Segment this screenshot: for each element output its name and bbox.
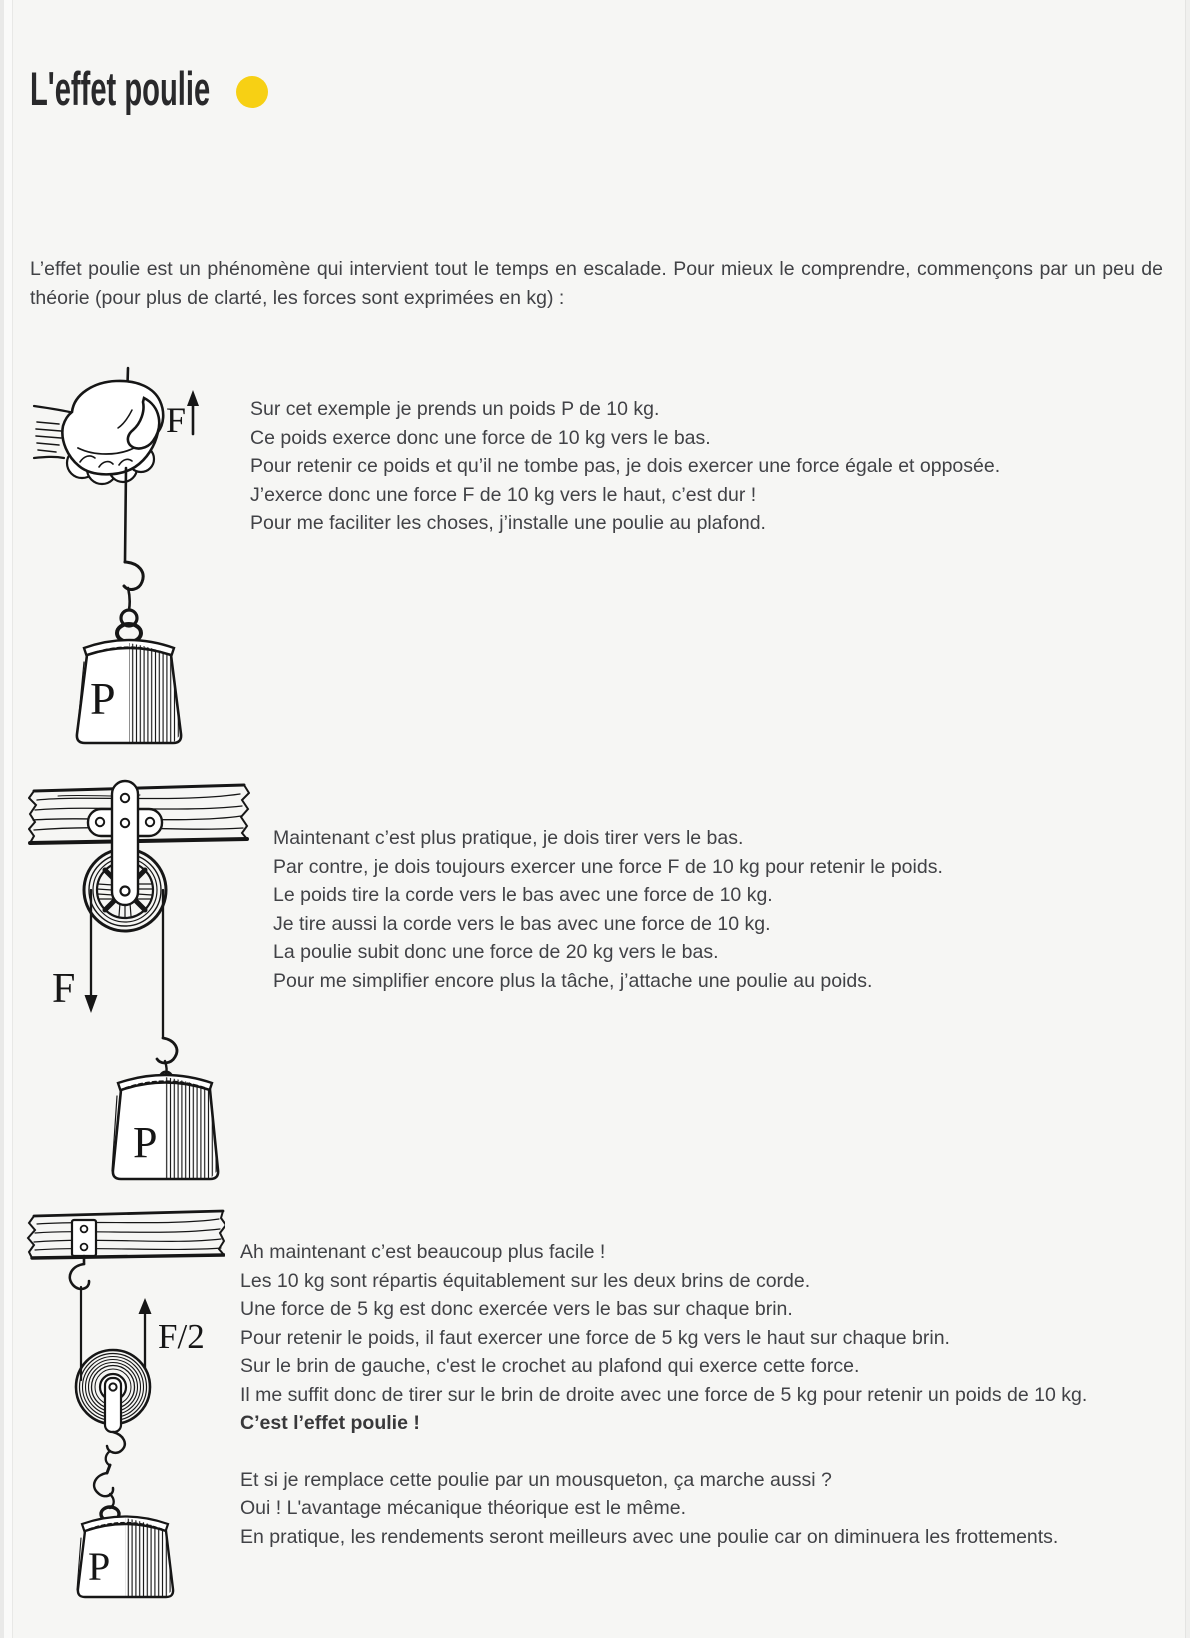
text-line: J’exerce donc une force F de 10 kg vers le haut, c’est dur !	[250, 483, 757, 506]
weight-p	[112, 1075, 218, 1179]
illustration-movable-pulley	[20, 1208, 225, 1600]
weight-label: P	[88, 1544, 111, 1589]
ceiling-hook-plate	[70, 1220, 96, 1289]
text-line: Le poids tire la corde vers le bas avec une force de 10 kg.	[273, 884, 773, 906]
page-title: L'effet poulie	[30, 62, 211, 115]
text-line: Les 10 kg sont répartis équitablement sur les deux brins de corde.	[240, 1269, 811, 1292]
weight-label: P	[90, 673, 116, 724]
text-line: La poulie subit donc une force de 20 kg vers le bas.	[273, 941, 719, 963]
rope	[125, 468, 126, 562]
followup-paragraph	[240, 1466, 1163, 1552]
text-line: Ah maintenant c’est beaucoup plus facile !	[240, 1241, 606, 1263]
force-label: F	[166, 400, 187, 440]
text-line: Ce poids exerce donc une force de 10 kg vers le bas.	[250, 426, 711, 449]
weight-label: P	[133, 1118, 158, 1167]
page-left-gutter	[4, 0, 13, 1638]
weight-p	[77, 1517, 173, 1598]
text-line: En pratique, les rendements seront meilleurs avec une poulie car on diminuera les frottements.	[240, 1525, 1059, 1548]
weight-p	[77, 640, 181, 743]
text-line: Oui ! L'avantage mécanique théorique est le même.	[240, 1497, 686, 1519]
rope-pull-strand	[139, 1298, 152, 1368]
text-line: Pour me simplifier encore plus la tâche, j’attache une poulie au poids.	[273, 969, 873, 992]
force-label: F/2	[158, 1317, 205, 1356]
up-arrow-icon	[187, 390, 199, 434]
section-1-text	[250, 395, 1163, 538]
hook	[117, 562, 143, 642]
text-line: Je tire aussi la corde vers le bas avec une force de 10 kg.	[273, 912, 771, 935]
ceiling-plank	[28, 1211, 225, 1258]
text-line: Pour me faciliter les choses, j’installe une poulie au plafond.	[250, 512, 766, 534]
text-line: Maintenant c’est plus pratique, je dois tirer vers le bas.	[273, 827, 744, 849]
text-line: Par contre, je dois toujours exercer une force F de 10 kg pour retenir le poids.	[273, 855, 943, 878]
rope-pull-strand	[85, 890, 98, 1013]
text-line: Une force de 5 kg est donc exercée vers le bas sur chaque brin.	[240, 1298, 793, 1320]
pulley-wheel	[76, 1350, 150, 1432]
text-line: Il me suffit donc de tirer sur le brin de droite avec une force de 5 kg pour retenir un poids de 10 kg.	[240, 1383, 1088, 1406]
text-line: Et si je remplace cette poulie par un mousqueton, ça marche aussi ?	[240, 1468, 832, 1491]
text-line: Pour retenir ce poids et qu’il ne tombe pas, je dois exercer une force égale et opposée.	[250, 455, 1001, 477]
force-label: F	[52, 966, 76, 1012]
highlight-line: C’est l’effet poulie !	[240, 1412, 420, 1434]
text-line: Sur le brin de gauche, c'est le crochet au plafond qui exerce cette force.	[240, 1355, 860, 1377]
illustration-hand-rope-weight	[32, 366, 202, 751]
intro-paragraph: L’effet poulie est un phénomène qui intervient tout le temps en escalade. Pour mieux le comprendre, commençons par un peu de théorie (pour plus de clarté, les forces sont exprimées en kg) :	[30, 258, 1163, 309]
section-3-text	[240, 1238, 1163, 1551]
page-right-edge	[1185, 0, 1190, 1638]
accent-dot	[236, 76, 268, 108]
text-line: Sur cet exemple je prends un poids P de 10 kg.	[250, 398, 660, 420]
text-line: Pour retenir le poids, il faut exercer une force de 5 kg vers le haut sur chaque brin.	[240, 1326, 950, 1349]
page-title-row	[30, 64, 321, 114]
section-2-text	[273, 824, 1163, 995]
illustration-fixed-pulley	[28, 765, 250, 1185]
hook-chain	[94, 1432, 125, 1521]
